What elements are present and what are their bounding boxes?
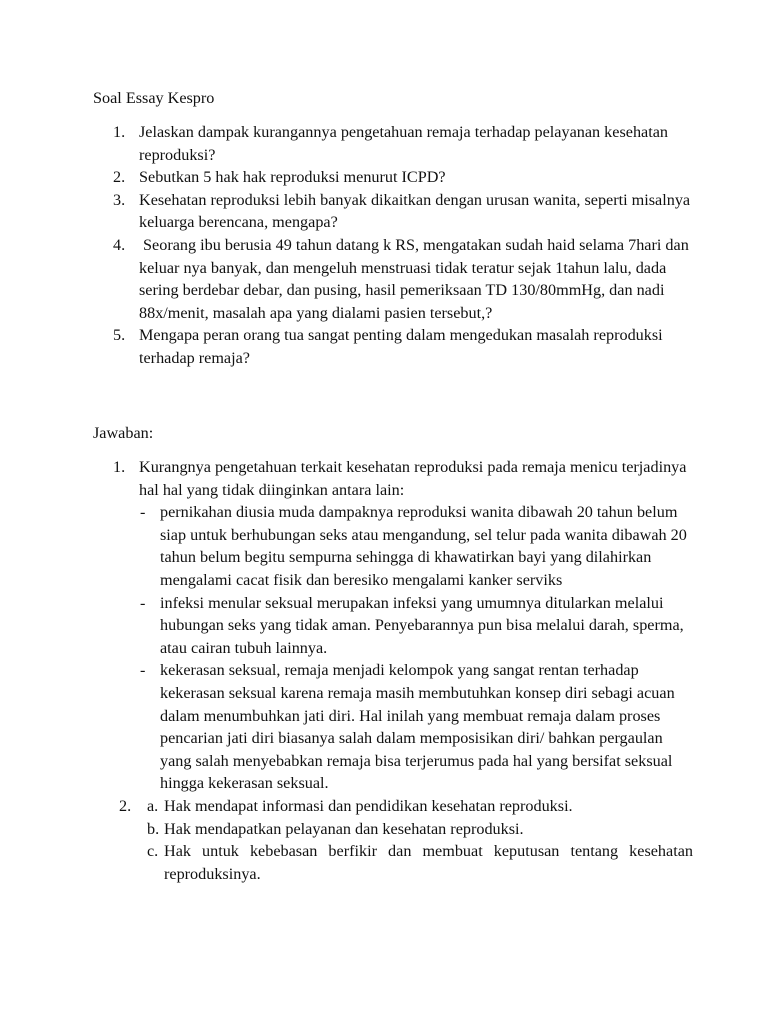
bullet-text: pernikahan diusia muda dampaknya reproduksi wanita dibawah 20 tahun belum siap untuk berhubungan seks atau mengandung, sel telur pada wanita dibawah 20 tahun belum begitu sempurna sehingga di khawatirkan bayi yang dilahirkan mengalami cacat fisik dan beresiko mengalami kanker serviks	[160, 503, 687, 589]
answer-bullet	[93, 501, 693, 591]
question-number: 1.	[113, 123, 126, 141]
answer-letter-item	[93, 840, 693, 885]
bullet-text: kekerasan seksual, remaja menjadi kelompok yang sangat rentan terhadap kekerasan seksual karena remaja masih membutuhkan konsep diri sebagi acuan dalam menumbuhkan jati diri. Hal inilah yang membuat remaja dalam proses pencarian jati diri biasanya salah dalam memposisikan diri/ bahkan pergaulan yang salah menyebabkan remaja bisa terjerumus pada hal yang bersifat seksual hingga kekerasan seksual.	[160, 661, 675, 793]
question-text: Jelaskan dampak kurangannya pengetahuan remaja terhadap pelayanan kesehatan reproduksi?	[139, 123, 668, 164]
answer-letter: a.	[147, 796, 159, 815]
question-item	[93, 166, 693, 189]
answer-letter-text: Hak untuk kebebasan berfikir dan membuat keputusan tentang kesehatan reproduksinya.	[164, 842, 693, 883]
answer-letter: b.	[147, 819, 160, 838]
answer-bullet	[93, 592, 693, 660]
question-item	[93, 234, 693, 324]
answer-letter: c.	[147, 842, 159, 861]
bullet-dash: -	[140, 503, 146, 522]
bullet-dash: -	[140, 661, 146, 680]
question-text: Kesehatan reproduksi lebih banyak dikaitkan dengan urusan wanita, seperti misalnya keluarga berencana, mengapa?	[139, 190, 691, 232]
question-list	[93, 121, 693, 370]
answer-letter-text: Hak mendapat informasi dan pendidikan kesehatan reproduksi.	[164, 796, 573, 815]
bullet-dash: -	[140, 593, 146, 612]
answer-text: Kurangnya pengetahuan terkait kesehatan reproduksi pada remaja menicu terjadinya hal hal yang tidak diinginkan antara lain:	[139, 458, 687, 499]
answer-item	[93, 456, 693, 501]
question-number: 5.	[113, 326, 126, 345]
answers-heading: Jawaban:	[93, 424, 154, 442]
question-item	[93, 189, 693, 234]
question-number: 4.	[113, 235, 126, 254]
answer-item	[93, 795, 693, 818]
bullet-text: infeksi menular seksual merupakan infeksi yang umumnya ditularkan melalui hubungan seks yang tidak aman. Penyebarannya pun bisa melalui darah, sperma, atau cairan tubuh lainnya.	[160, 593, 684, 657]
question-number: 2.	[113, 168, 126, 187]
question-number: 3.	[113, 190, 126, 209]
document-title: Soal Essay Kespro	[93, 89, 215, 107]
answer-number: 1.	[113, 458, 126, 476]
answer-bullet	[93, 659, 693, 795]
question-text: Mengapa peran orang tua sangat penting dalam mengedukan masalah reproduksi terhadap remaja?	[139, 326, 663, 367]
answer-number: 2.	[119, 796, 132, 815]
answer-letter-item	[93, 818, 693, 841]
question-text: Seorang ibu berusia 49 tahun datang k RS, mengatakan sudah haid selama 7hari dan keluar nya banyak, dan mengeluh menstruasi tidak teratur sejak 1tahun lalu, dada sering berdebar debar, dan pusing, hasil pemeriksaan TD 130/80mmHg, dan nadi 88x/menit, masalah apa yang dialami pasien tersebut,?	[139, 235, 693, 322]
question-item	[93, 324, 693, 369]
question-text: Sebutkan 5 hak hak reproduksi menurut ICPD?	[139, 168, 446, 187]
answer-list	[93, 456, 693, 885]
answer-letter-text: Hak mendapatkan pelayanan dan kesehatan reproduksi.	[164, 819, 524, 838]
question-item	[93, 121, 693, 166]
